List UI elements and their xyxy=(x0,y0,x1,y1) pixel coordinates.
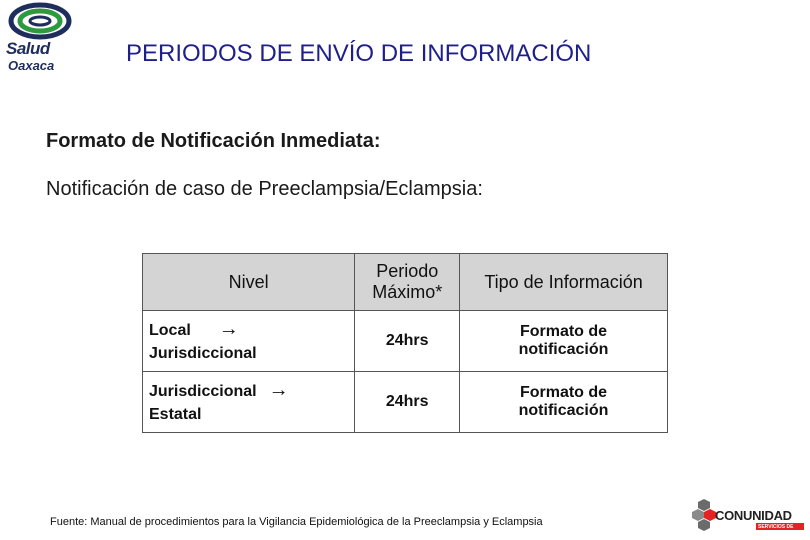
tipo-line1: Formato de xyxy=(519,323,608,340)
salud-oaxaca-logo xyxy=(4,2,76,74)
section-subtitle: Formato de Notificación Inmediata: xyxy=(46,130,381,152)
logo-text-salud: Salud xyxy=(6,39,50,58)
cell-periodo: 24hrs xyxy=(355,372,460,433)
arrow-icon: → xyxy=(268,378,289,401)
nivel-line1: Local xyxy=(149,321,191,339)
section-description: Notificación de caso de Preeclampsia/Eclampsia: xyxy=(46,178,483,200)
header-periodo xyxy=(355,254,460,311)
page-title: PERIODOS DE ENVÍO DE INFORMACIÓN xyxy=(126,40,592,67)
table-row xyxy=(143,372,668,433)
table-header-row xyxy=(143,254,668,311)
header-tipo: Tipo de Información xyxy=(460,254,668,311)
cell-nivel xyxy=(143,311,355,372)
info-table xyxy=(142,253,668,433)
nivel-line2: Jurisdiccional xyxy=(149,344,257,362)
nivel-line2: Estatal xyxy=(149,405,202,423)
tipo-line2: notificación xyxy=(518,341,609,358)
tipo-line1: Formato de xyxy=(519,384,608,401)
conunidad-subtext: SERVICIOS DE SALUD xyxy=(758,524,794,536)
arrow-icon: → xyxy=(218,317,239,340)
header-periodo-line1: Periodo xyxy=(376,261,439,281)
conunidad-text: CONUNIDAD xyxy=(715,508,792,523)
header-nivel: Nivel xyxy=(143,254,355,311)
cell-tipo xyxy=(460,372,668,433)
conunidad-logo xyxy=(692,498,806,536)
cell-tipo xyxy=(460,311,668,372)
cell-periodo: 24hrs xyxy=(355,311,460,372)
tipo-line2: notificación xyxy=(518,402,609,419)
source-footnote: Fuente: Manual de procedimientos para la Vigilancia Epidemiológica de la Preeclampsia y Eclampsia xyxy=(50,516,543,528)
nivel-line1: Jurisdiccional xyxy=(149,382,257,400)
swirl-icon xyxy=(8,2,72,40)
table-row xyxy=(143,311,668,372)
logo-text-oaxaca: Oaxaca xyxy=(8,58,55,73)
cell-nivel xyxy=(143,372,355,433)
header-periodo-line2: Máximo* xyxy=(372,282,443,302)
